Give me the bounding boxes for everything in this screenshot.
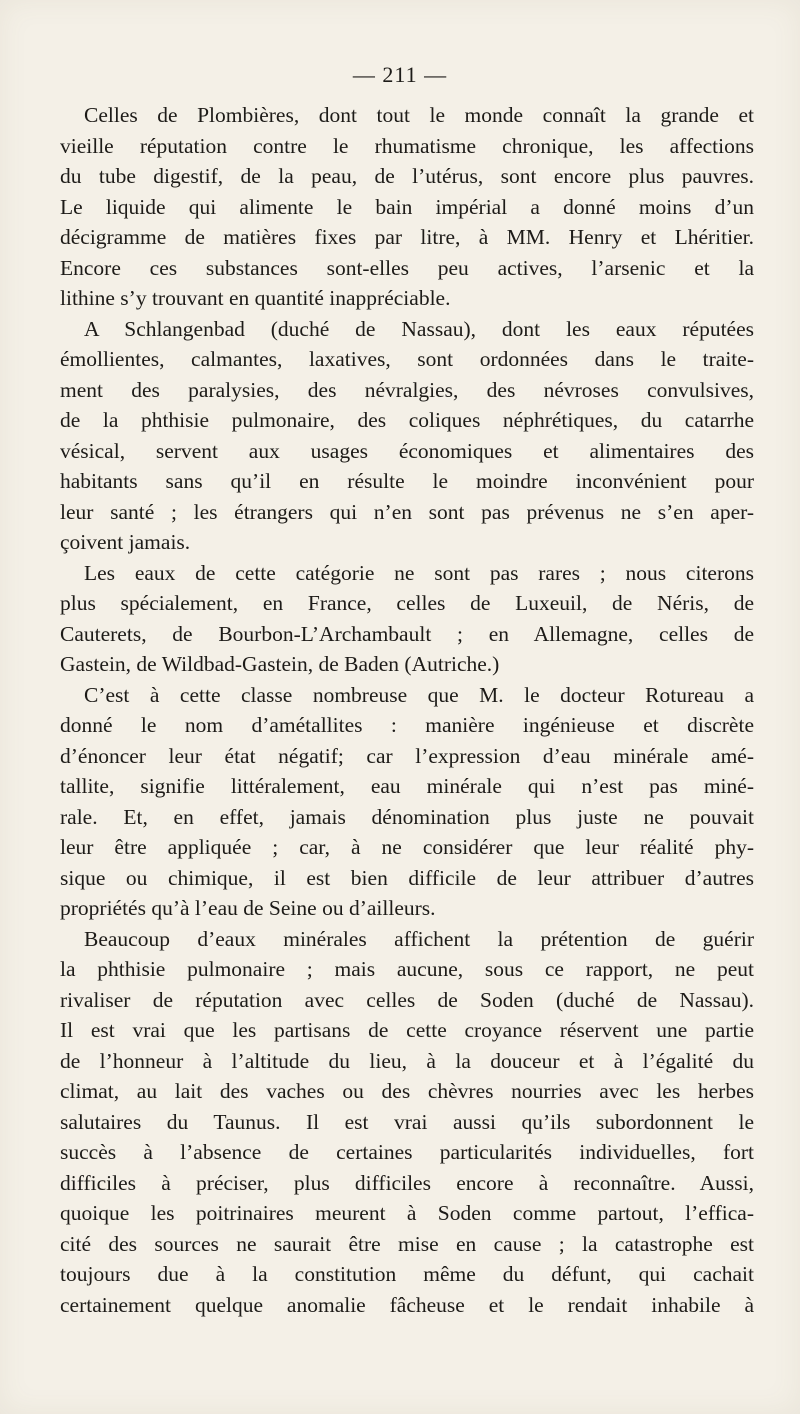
- text-line: Le liquide qui alimente le bain impérial a donné moins d’un: [60, 194, 754, 219]
- page-number: — 211 —: [352, 62, 448, 87]
- text-line: d’énoncer leur état négatif; car l’expression d’eau minérale amé-: [60, 743, 754, 768]
- text-line: rale. Et, en effet, jamais dénomination plus juste ne pouvait: [60, 804, 754, 829]
- text-line: Encore ces substances sont-elles peu actives, l’arsenic et la: [60, 255, 754, 280]
- text-line: sique ou chimique, il est bien difficile de leur attribuer d’autres: [60, 865, 754, 890]
- text-line: Les eaux de cette catégorie ne sont pas rares ; nous citerons: [84, 560, 754, 585]
- text-line: çoivent jamais.: [60, 530, 191, 554]
- text-line: leur être appliquée ; car, à ne considérer que leur réalité phy-: [60, 835, 754, 859]
- text-line: propriétés qu’à l’eau de Seine ou d’ailleurs.: [60, 896, 436, 920]
- text-line: certainement quelque anomalie fâcheuse et le rendait inhabile à: [60, 1292, 754, 1317]
- text-line: la phthisie pulmonaire ; mais aucune, sous ce rapport, ne peut: [60, 957, 754, 981]
- text-line: Celles de Plombières, dont tout le monde connaît la grande et: [84, 103, 754, 127]
- text-line: lithine s’y trouvant en quantité inappréciable.: [60, 286, 451, 310]
- text-line: de l’honneur à l’altitude du lieu, à la douceur et à l’égalité du: [60, 1048, 754, 1073]
- text-line: du tube digestif, de la peau, de l’utérus, sont encore plus pauvres.: [60, 164, 754, 188]
- text-line: habitants sans qu’il en résulte le moindre inconvénient pour: [60, 469, 754, 493]
- text-line: Gastein, de Wildbad-Gastein, de Baden (Autriche.): [60, 652, 500, 676]
- text-line: climat, au lait des vaches ou des chèvres nourries avec les herbes: [60, 1079, 754, 1103]
- text-line: toujours due à la constitution même du défunt, qui cachait: [60, 1262, 754, 1286]
- text-line: tallite, signifie littéralement, eau minérale qui n’est pas miné-: [60, 774, 754, 798]
- text-line: salutaires du Taunus. Il est vrai aussi qu’ils subordonnent le: [60, 1109, 754, 1134]
- body-text: [60, 100, 754, 1320]
- text-line: succès à l’absence de certaines particularités individuelles, fort: [60, 1140, 754, 1164]
- text-line: cité des sources ne saurait être mise en cause ; la catastrophe est: [60, 1231, 754, 1256]
- text-line: Il est vrai que les partisans de cette croyance réservent une partie: [60, 1018, 754, 1042]
- text-line: donné le nom d’amétallites : manière ingénieuse et discrète: [60, 713, 754, 737]
- text-line: ment des paralysies, des névralgies, des névroses convulsives,: [60, 377, 754, 402]
- text-line: rivaliser de réputation avec celles de Soden (duché de Nassau).: [60, 987, 754, 1012]
- text-line: A Schlangenbad (duché de Nassau), dont les eaux réputées: [84, 316, 754, 341]
- text-line: émollientes, calmantes, laxatives, sont ordonnées dans le traite-: [60, 347, 754, 371]
- text-line: Cauterets, de Bourbon-L’Archambault ; en Allemagne, celles de: [60, 621, 754, 646]
- text-line: C’est à cette classe nombreuse que M. le docteur Rotureau a: [84, 682, 754, 707]
- text-line: vésical, servent aux usages économiques et alimentaires des: [60, 438, 754, 463]
- text-line: de la phthisie pulmonaire, des coliques néphrétiques, du catarrhe: [60, 408, 754, 432]
- text-line: quoique les poitrinaires meurent à Soden comme partout, l’effica-: [60, 1201, 754, 1225]
- text-line: décigramme de matières fixes par litre, à MM. Henry et Lhéritier.: [60, 225, 754, 249]
- text-line: plus spécialement, en France, celles de Luxeuil, de Néris, de: [60, 591, 754, 615]
- text-line: vieille réputation contre le rhumatisme chronique, les affections: [60, 133, 754, 158]
- text-line: difficiles à préciser, plus difficiles encore à reconnaître. Aussi,: [60, 1170, 754, 1195]
- text-line: leur santé ; les étrangers qui n’en sont pas prévenus ne s’en aper-: [60, 499, 754, 524]
- text-line: Beaucoup d’eaux minérales affichent la prétention de guérir: [84, 926, 754, 951]
